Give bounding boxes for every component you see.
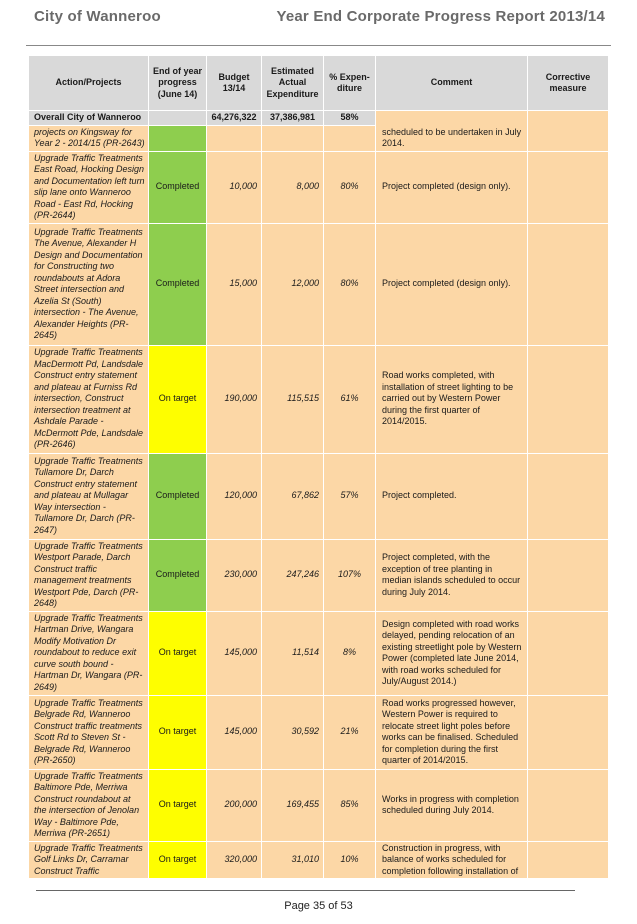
col-header-comment: Comment — [376, 56, 528, 111]
report-title: Year End Corporate Progress Report 2013/14 — [276, 8, 605, 25]
table-row — [29, 611, 609, 695]
col-header-corrective: Corrective measure — [528, 56, 609, 111]
comment-cell: Road works progressed however, Western Power is required to relocate street light poles before works can be finalised. Scheduled for completion during the first quarter of 2014/2015. — [376, 695, 528, 769]
corrective-cell — [528, 223, 609, 345]
pct-cell: 80% — [324, 151, 376, 223]
pct-cell — [324, 125, 376, 151]
project-cell: projects on Kingsway for Year 2 - 2014/15 (PR-2643) — [29, 125, 149, 151]
status-cell: On target — [149, 611, 207, 695]
project-cell: Upgrade Traffic Treatments Belgrade Rd, Wanneroo Construct traffic treatments Scott Rd to Steven St - Belgrade Rd, Wanneroo (PR-2650) — [29, 695, 149, 769]
budget-cell: 320,000 — [207, 841, 262, 879]
expenditure-cell: 31,010 — [262, 841, 324, 879]
pct-cell: 57% — [324, 453, 376, 539]
table-row — [29, 223, 609, 345]
pct-cell: 21% — [324, 695, 376, 769]
budget-cell: 145,000 — [207, 611, 262, 695]
table-row — [29, 345, 609, 453]
expenditure-cell: 67,862 — [262, 453, 324, 539]
pct-cell: 61% — [324, 345, 376, 453]
project-cell: Upgrade Traffic Treatments The Avenue, Alexander H Design and Documentation for Constructing two roundabouts at Adora Street intersection and Azelia St (South) intersection - The Avenue, Alexander Heights (PR-2645) — [29, 223, 149, 345]
status-cell: Completed — [149, 151, 207, 223]
corrective-cell — [528, 345, 609, 453]
table-row — [29, 151, 609, 223]
budget-cell: 10,000 — [207, 151, 262, 223]
comment-cell: Construction in progress, with balance of works scheduled for completion following installation of — [376, 841, 528, 879]
budget-cell: 145,000 — [207, 695, 262, 769]
table-header-row — [29, 56, 609, 111]
status-cell: On target — [149, 769, 207, 841]
status-cell: On target — [149, 841, 207, 879]
corrective-cell — [528, 453, 609, 539]
page-number: Page 35 of 53 — [284, 900, 353, 912]
overall-corrective — [528, 111, 609, 152]
progress-table — [28, 55, 609, 879]
report-org-name: City of Wanneroo — [34, 8, 161, 25]
expenditure-cell: 30,592 — [262, 695, 324, 769]
table-row — [29, 841, 609, 879]
col-header-progress: End of year progress (June 14) — [149, 56, 207, 111]
overall-label: Overall City of Wanneroo — [29, 111, 149, 126]
expenditure-cell: 115,515 — [262, 345, 324, 453]
budget-cell: 15,000 — [207, 223, 262, 345]
status-cell: Completed — [149, 539, 207, 611]
expenditure-cell: 12,000 — [262, 223, 324, 345]
project-cell: Upgrade Traffic Treatments Baltimore Pde, Merriwa Construct roundabout at the intersection of Jenolan Way - Baltimore Pde, Merriwa (PR-2651) — [29, 769, 149, 841]
corrective-cell — [528, 769, 609, 841]
comment-cell: Road works completed, with installation of street lighting to be carried out by Western Power during the first quarter of 2014/2015. — [376, 345, 528, 453]
status-cell — [149, 125, 207, 151]
corrective-cell — [528, 539, 609, 611]
pct-cell: 107% — [324, 539, 376, 611]
budget-cell: 200,000 — [207, 769, 262, 841]
header-divider — [26, 45, 611, 46]
overall-comment: scheduled to be undertaken in July 2014. — [376, 111, 528, 152]
col-header-budget: Budget 13/14 — [207, 56, 262, 111]
overall-row — [29, 111, 609, 126]
budget-cell: 230,000 — [207, 539, 262, 611]
project-cell: Upgrade Traffic Treatments Golf Links Dr, Carramar Construct Traffic — [29, 841, 149, 879]
pct-cell: 10% — [324, 841, 376, 879]
overall-progress — [149, 111, 207, 126]
comment-cell: Project completed, with the exception of tree planting in median islands scheduled to occur during July 2014. — [376, 539, 528, 611]
table-row — [29, 695, 609, 769]
comment-cell: Project completed. — [376, 453, 528, 539]
col-header-pct: % Expen- diture — [324, 56, 376, 111]
project-cell: Upgrade Traffic Treatments Westport Parade, Darch Construct traffic management treatments Westport Pde, Darch (PR-2648) — [29, 539, 149, 611]
comment-cell: Project completed (design only). — [376, 151, 528, 223]
corrective-cell — [528, 611, 609, 695]
budget-cell: 120,000 — [207, 453, 262, 539]
overall-pct-value: 58% — [340, 112, 359, 122]
corrective-cell — [528, 695, 609, 769]
table-row — [29, 539, 609, 611]
table-row — [29, 769, 609, 841]
pct-cell: 85% — [324, 769, 376, 841]
expenditure-cell: 169,455 — [262, 769, 324, 841]
col-header-action: Action/Projects — [29, 56, 149, 111]
overall-budget: 64,276,322 — [207, 111, 262, 126]
expenditure-cell — [262, 125, 324, 151]
status-cell: Completed — [149, 223, 207, 345]
status-cell: Completed — [149, 453, 207, 539]
overall-expenditure: 37,386,981 — [262, 111, 324, 126]
comment-cell: Design completed with road works delayed, pending relocation of an existing streetlight pole by Western Power (completed late June 2014, with road works scheduled for July/August 2014.) — [376, 611, 528, 695]
status-cell: On target — [149, 695, 207, 769]
overall-pct — [324, 111, 376, 126]
project-cell: Upgrade Traffic Treatments Hartman Drive, Wangara Modify Motivation Dr roundabout to reduce exit curve south bound - Hartman Dr, Wangara (PR-2649) — [29, 611, 149, 695]
expenditure-cell: 11,514 — [262, 611, 324, 695]
table-row — [29, 453, 609, 539]
expenditure-cell: 247,246 — [262, 539, 324, 611]
footer-divider — [36, 890, 575, 891]
corrective-cell — [528, 841, 609, 879]
comment-cell: Project completed (design only). — [376, 223, 528, 345]
budget-cell: 190,000 — [207, 345, 262, 453]
project-cell: Upgrade Traffic Treatments Tullamore Dr, Darch Construct entry statement and plateau at Mullagar Way intersection - Tullamore Dr, Darch (PR-2647) — [29, 453, 149, 539]
pct-cell: 80% — [324, 223, 376, 345]
comment-cell: Works in progress with completion scheduled during July 2014. — [376, 769, 528, 841]
status-cell: On target — [149, 345, 207, 453]
project-cell: Upgrade Traffic Treatments East Road, Hocking Design and Documentation left turn slip lane onto Wanneroo Road - East Rd, Hocking (PR-2644) — [29, 151, 149, 223]
corrective-cell — [528, 151, 609, 223]
project-cell: Upgrade Traffic Treatments MacDermott Pd, Landsdale Construct entry statement and plateau at Furniss Rd intersection, Construct intersection treatment at Ashdale Parade - McDermott Pde, Landsdale (PR-2646) — [29, 345, 149, 453]
budget-cell — [207, 125, 262, 151]
col-header-expenditure: Estimated Actual Expenditure — [262, 56, 324, 111]
pct-cell: 8% — [324, 611, 376, 695]
expenditure-cell: 8,000 — [262, 151, 324, 223]
